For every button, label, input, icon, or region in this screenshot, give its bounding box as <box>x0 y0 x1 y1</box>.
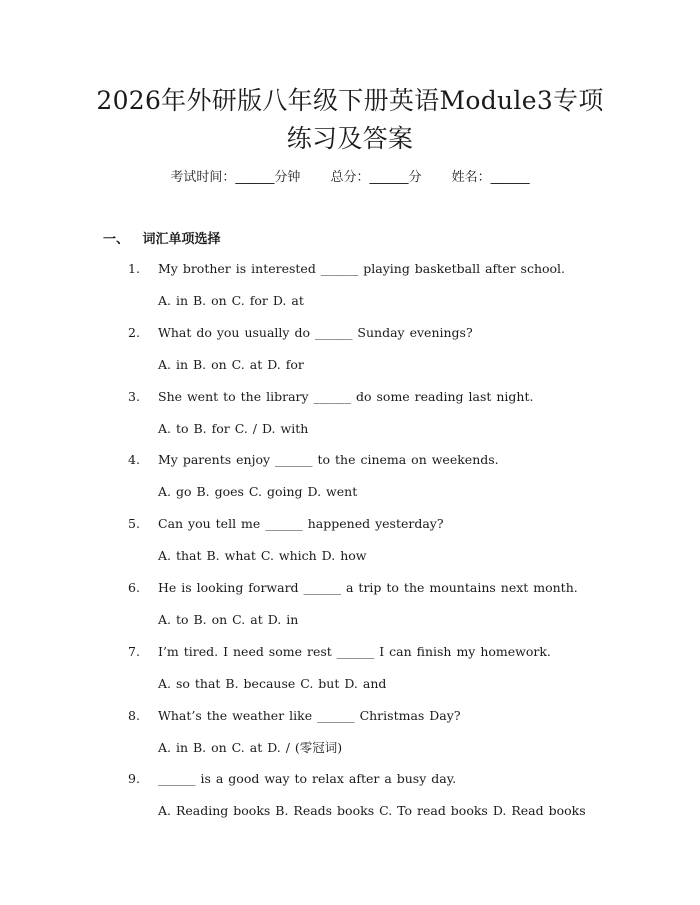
total-score-field: 总分：______分 <box>330 170 422 185</box>
exam-info-row <box>0 168 700 188</box>
question-options: A. in B. on C. at D. for <box>158 356 304 372</box>
question-number: 1. <box>128 261 140 276</box>
question-text: What do you usually do ______ Sunday evenings? <box>158 324 473 340</box>
question-item <box>0 642 700 706</box>
document-title <box>60 82 640 158</box>
question-item <box>0 769 700 833</box>
question-item <box>0 323 700 387</box>
question-number: 2. <box>128 324 140 340</box>
question-text: He is looking forward ______ a trip to the mountains next month. <box>158 579 578 595</box>
question-item <box>0 259 700 323</box>
question-text: My parents enjoy ______ to the cinema on weekends. <box>158 452 499 468</box>
question-item <box>0 578 700 642</box>
question-options: A. that B. what C. which D. how <box>158 548 367 564</box>
student-name-field: 姓名：______ <box>451 170 530 185</box>
question-item <box>0 450 700 514</box>
question-options: A. Reading books B. Reads books C. To read books D. Read books <box>158 803 586 819</box>
question-options: A. in B. on C. for D. at <box>158 293 304 308</box>
question-number: 6. <box>128 579 140 595</box>
question-options: A. to B. for C. / D. with <box>158 420 309 436</box>
section-number: 一、 <box>103 232 130 247</box>
exam-time-field: 考试时间：______分钟 <box>170 170 301 185</box>
title-line-2: 练习及答案 <box>286 124 414 153</box>
question-list <box>0 259 700 833</box>
question-text: What’s the weather like ______ Christmas Day? <box>158 707 461 723</box>
question-number: 3. <box>128 388 140 404</box>
question-number: 5. <box>128 516 140 532</box>
question-number: 8. <box>128 707 140 723</box>
question-text: ______ is a good way to relax after a busy day. <box>158 771 457 787</box>
section-title: 词汇单项选择 <box>142 232 221 247</box>
title-line-1: 2026年外研版八年级下册英语Module3专项 <box>96 86 604 115</box>
question-number: 9. <box>128 771 140 787</box>
question-text: I’m tired. I need some rest ______ I can finish my homework. <box>158 643 551 659</box>
section-heading <box>103 230 221 250</box>
question-item <box>0 387 700 451</box>
question-number: 7. <box>128 643 140 659</box>
question-number: 4. <box>128 452 140 468</box>
question-item <box>0 514 700 578</box>
question-options: A. in B. on C. at D. / (零冠词) <box>158 739 343 755</box>
question-options: A. so that B. because C. but D. and <box>158 675 387 691</box>
question-text: Can you tell me ______ happened yesterday? <box>158 516 444 532</box>
question-text: My brother is interested ______ playing basketball after school. <box>158 261 566 276</box>
question-options: A. go B. goes C. going D. went <box>158 484 358 500</box>
question-options: A. to B. on C. at D. in <box>158 611 299 627</box>
question-item <box>0 706 700 770</box>
question-text: She went to the library ______ do some reading last night. <box>158 388 534 404</box>
